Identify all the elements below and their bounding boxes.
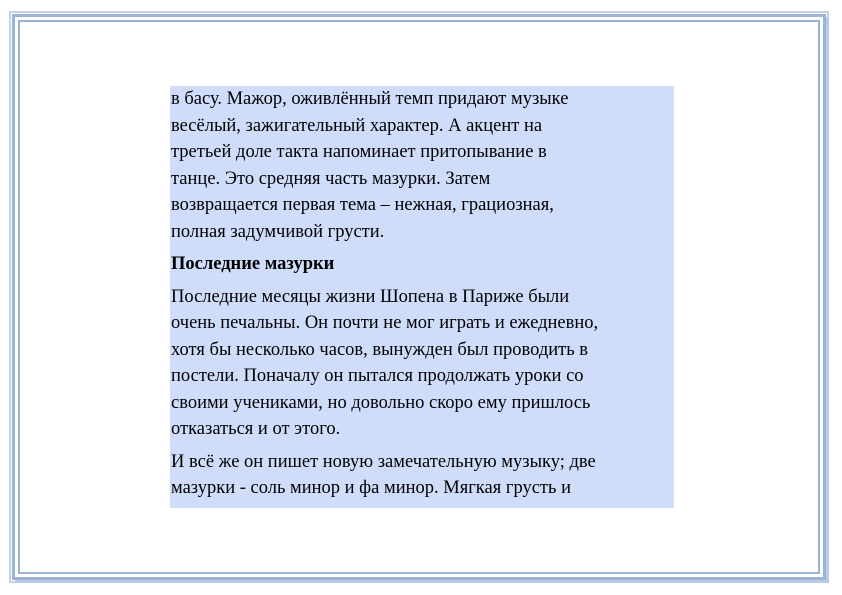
paragraph-2-line: постели. Поначалу он пытался продолжать уроки со [171,366,584,386]
paragraph-2-line: хотя бы несколько часов, вынужден был проводить в [171,339,589,360]
paragraph-1-line: возвращается первая тема – нежная, грациозная, [171,195,554,215]
paragraph-1-line: танце. Это средняя часть мазурки. Затем [171,168,491,189]
paragraph-2-line: своими учениками, но довольно скоро ему пришлось [171,392,591,413]
paragraph-3 [171,449,674,502]
paragraph-1 [171,86,674,245]
paragraph-1-line: полная задумчивой грусти. [171,221,385,242]
text-block [170,86,674,508]
section-heading: Последние мазурки [171,254,335,274]
paragraph-2-line: отказаться и от этого. [171,419,341,439]
paragraph-3-line: мазурки - соль минор и фа минор. Мягкая грусть и [171,478,571,498]
paragraph-1-line: третьей доле такта напоминает притопывание в [171,142,547,162]
paragraph-3-line: И всё же он пишет новую замечательную музыку; две [171,451,596,472]
paragraph-2-line: очень печальны. Он почти не мог играть и ежедневно, [171,313,599,333]
paragraph-1-line: в басу. Мажор, оживлённый темп придают музыке [171,89,569,109]
paragraph-2 [171,284,674,443]
paragraph-2-line: Последние месяцы жизни Шопена в Париже были [171,286,570,307]
paragraph-1-line: весёлый, зажигательный характер. А акцент на [171,115,543,136]
